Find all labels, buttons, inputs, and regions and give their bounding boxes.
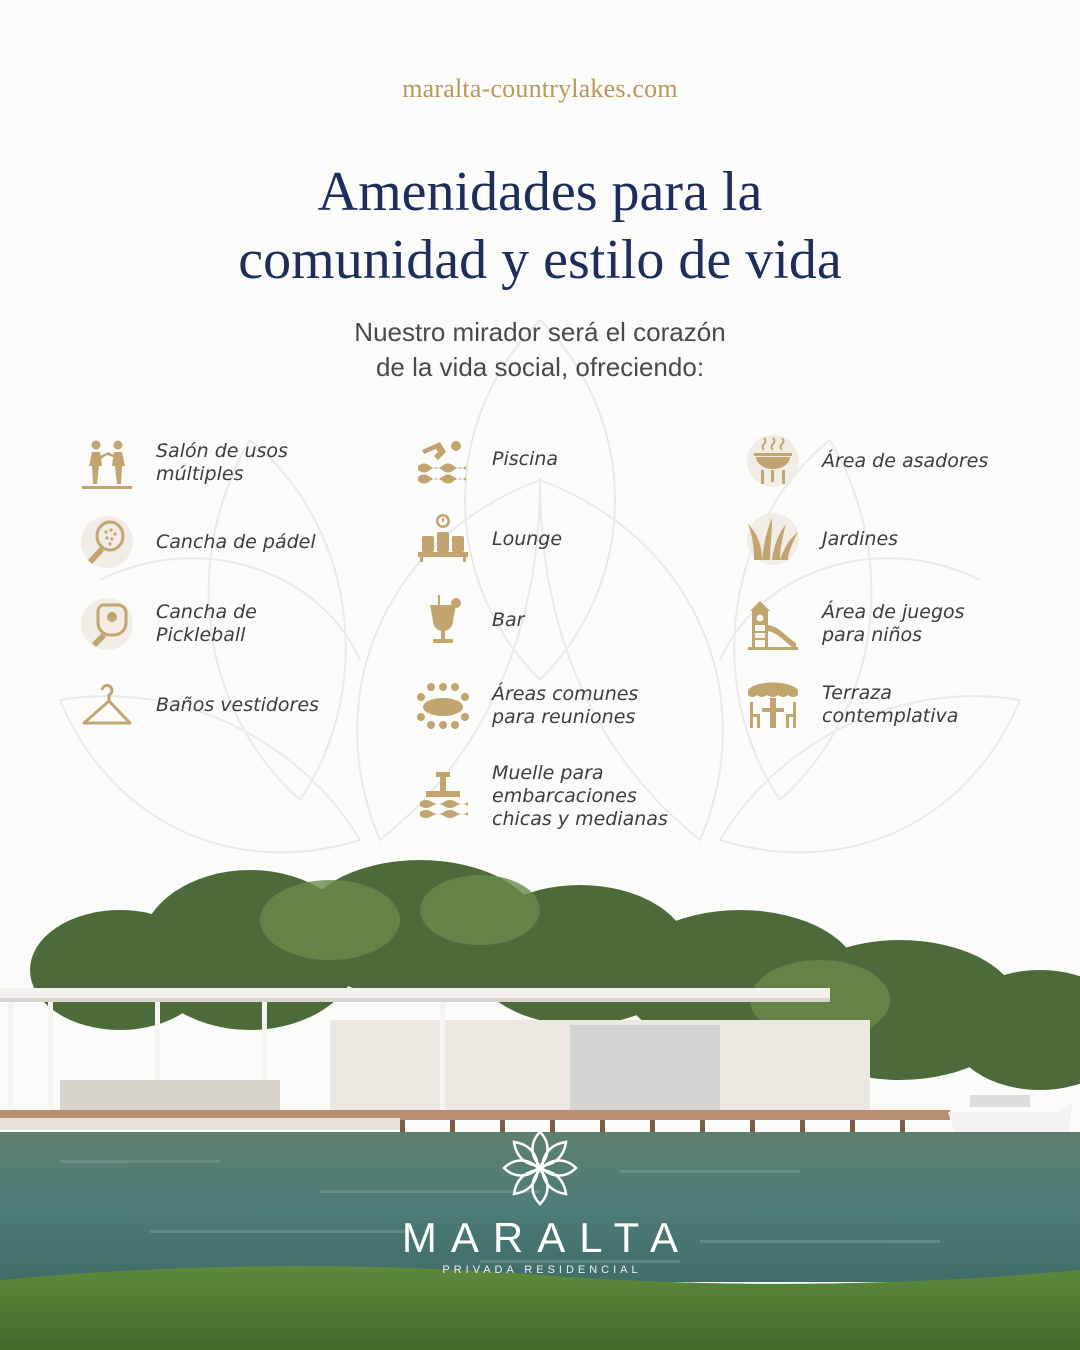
amenity-piscina: [416, 432, 558, 486]
brand-name: MARALTA: [401, 1214, 693, 1261]
amenity-terraza: [746, 678, 958, 732]
amenity-label: Lounge: [492, 527, 563, 550]
amenity-label: Área de asadores: [822, 449, 989, 472]
amenity-label: Cancha de pádel: [156, 530, 316, 553]
grill-icon: [746, 434, 800, 488]
meeting-table-icon: [416, 679, 470, 733]
terrace-icon: [746, 678, 800, 732]
grass-icon: [746, 512, 800, 566]
swimmer-icon: [416, 432, 470, 486]
amenity-padel: [80, 515, 316, 569]
padel-racket-icon: [80, 515, 134, 569]
subtitle-line-2: de la vida social, ofreciendo:: [375, 352, 705, 382]
amenity-label: Áreas comunes para reuniones: [492, 683, 639, 728]
brand-tagline: PRIVADA RESIDENCIAL: [442, 1264, 642, 1276]
playground-icon: [746, 597, 800, 651]
lounge-sofa-icon: [416, 512, 470, 566]
amenity-label: Baños vestidores: [156, 693, 319, 716]
pickleball-paddle-icon: [80, 597, 134, 651]
people-dancing-icon: [80, 436, 134, 490]
amenity-jardines: [746, 512, 898, 566]
cocktail-icon: [416, 593, 470, 647]
subtitle: [0, 315, 1080, 385]
amenity-asadores: [746, 434, 988, 488]
amenity-label: Jardines: [822, 527, 899, 550]
amenity-pickleball: [80, 597, 257, 651]
amenity-reuniones: [416, 679, 638, 733]
amenity-label: Área de juegos para niños: [822, 601, 965, 646]
title-line-2: comunidad y estilo de vida: [238, 229, 842, 291]
website-url[interactable]: maralta-countrylakes.com: [402, 74, 678, 103]
title-line-1: Amenidades para la: [317, 161, 763, 223]
lakeside-clubhouse-photo: [0, 860, 1080, 1350]
hanger-icon: [80, 678, 134, 732]
amenity-label: Muelle para embarcaciones chicas y medianas: [492, 762, 668, 830]
lotus-logo-icon: [500, 1128, 580, 1208]
amenity-muelle: [416, 762, 668, 831]
amenity-lounge: [416, 512, 562, 566]
page-title: [0, 158, 1080, 294]
dock-icon: [416, 770, 470, 824]
amenity-juegos: [746, 597, 965, 651]
amenity-label: Piscina: [492, 447, 559, 470]
subtitle-line-1: Nuestro mirador será el corazón: [354, 317, 726, 347]
brand-logo: [0, 1128, 1080, 1276]
amenity-banos: [80, 678, 319, 732]
amenity-bar: [416, 593, 525, 647]
amenity-label: Cancha de Pickleball: [156, 601, 257, 646]
amenity-label: Salón de usos múltiples: [156, 440, 288, 485]
amenity-label: Terraza contemplativa: [822, 682, 959, 727]
amenity-label: Bar: [492, 608, 525, 631]
amenity-salon: [80, 436, 288, 490]
